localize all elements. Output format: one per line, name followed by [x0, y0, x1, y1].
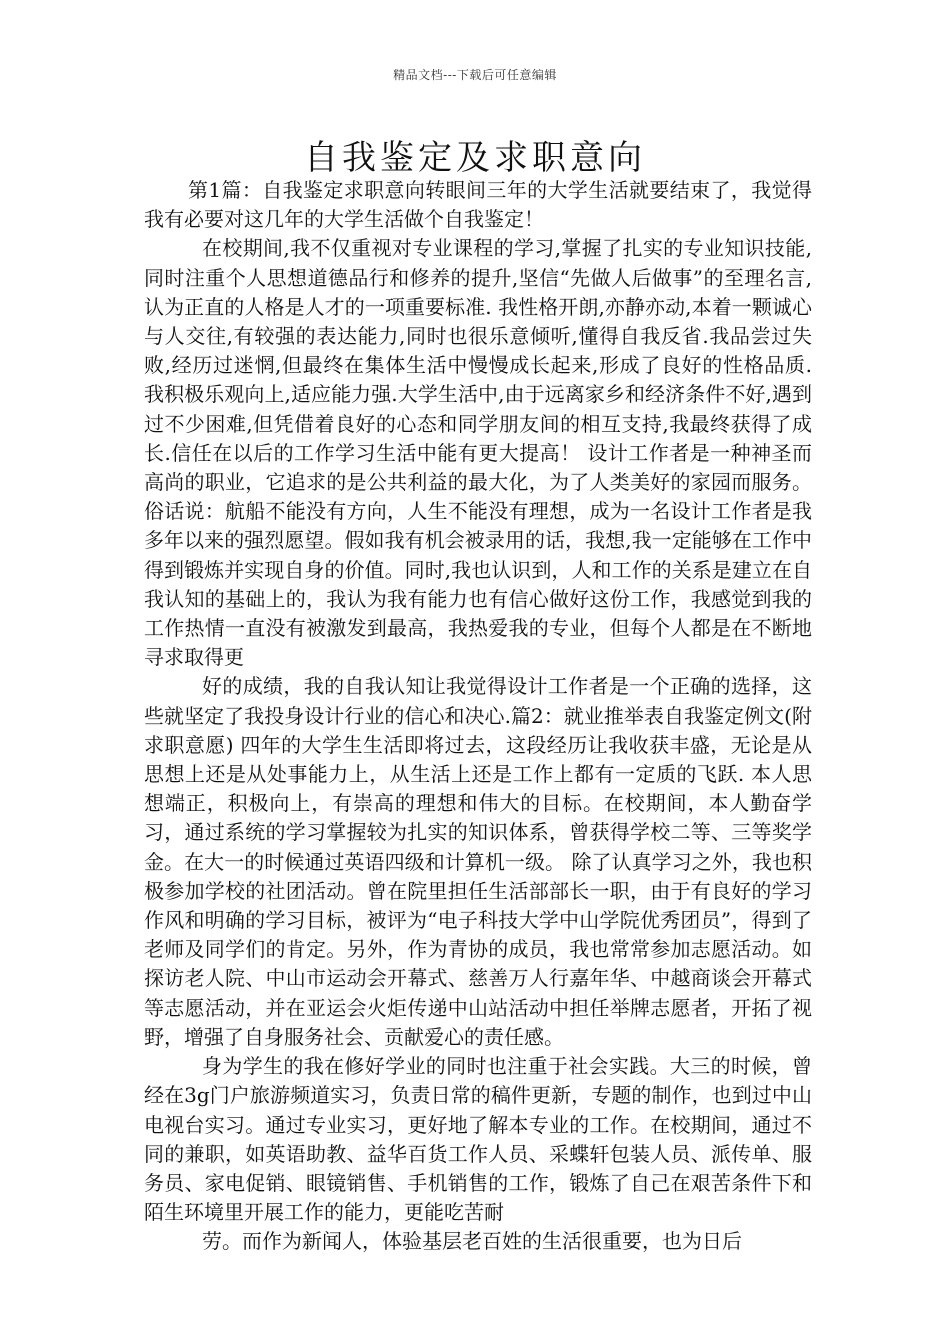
paragraph-2: 在校期间,我不仅重视对专业课程的学习,掌握了扎实的专业知识技能,同时注重个人思想道德品行和修养的提升,坚信“先做人后做事”的至理名言,认为正直的人格是人才的一项重要标准. 我性格开朗,亦静亦动,本着一颗诚心与人交往,有较强的表达能力,同时也很乐意倾听,懂得自我反省.我品尝过失败,经历过迷惘,但最终在集体生活中慢慢成长起来,形成了良好的性格品质. 我积极乐观向上,适应能力强.大学生活中,由于远离家乡和经济条件不好,遇到过不少困难,但凭借着良好的心态和同学朋友间的相互支持,我最终获得了成长.信任在以后的工作学习生活中能有更大提高！ 设计工作者是一种神圣而高尚的职业，它追求的是公共利益的最大化，为了人类美好的家园而服务。俗话说：航船不能没有方向，人生不能没有理想，成为一名设计工作者是我多年以来的强烈愿望。假如我有机会被录用的话，我想,我一定能够在工作中得到锻炼并实现自身的价值。同时,我也认识到，人和工作的关系是建立在自我认知的基础上的，我认为我有能力也有信心做好这份工作，我感觉到我的工作热情一直没有被激发到最高，我热爱我的专业，但每个人都是在不断地寻求取得更 — [144, 236, 812, 670]
paragraph-5: 劳。而作为新闻人，体验基层老百姓的生活很重要，也为日后 — [202, 1229, 742, 1254]
paragraph-1: 第1篇：自我鉴定求职意向转眼间三年的大学生活就要结束了，我觉得我有必要对这几年的大学生活做个自我鉴定！ — [144, 178, 812, 232]
document-body — [144, 176, 812, 1257]
paragraph-4: 身为学生的我在修好学业的同时也注重于社会实践。大三的时候，曾经在3g门户旅游频道实习，负责日常的稿件更新，专题的制作，也到过中山电视台实习。通过专业实习，更好地了解本专业的工作。在校期间，通过不同的兼职，如英语助教、益华百货工作人员、采蝶轩包装人员、派传单、服务员、家电促销、眼镜销售、手机销售的工作，锻炼了自己在艰苦条件下和陌生环境里开展工作的能力，更能吃苦耐 — [144, 1054, 812, 1225]
paragraph-3: 好的成绩，我的自我认知让我觉得设计工作者是一个正确的选择，这些就坚定了我投身设计行业的信心和决心.篇2：就业推举表自我鉴定例文(附求职意愿) 四年的大学生生活即将过去，这段经历让我收获丰盛，无论是从思想上还是从处事能力上，从生活上还是工作上都有一定质的飞跃. 本人思想端正，积极向上，有崇高的理想和伟大的目标。在校期间，本人勤奋学习，通过系统的学习掌握较为扎实的知识体系，曾获得学校二等、三等奖学金。在大一的时候通过英语四级和计算机一级。 除了认真学习之外，我也积极参加学校的社团活动。曾在院里担任生活部部长一职，由于有良好的学习作风和明确的学习目标，被评为“电子科技大学中山学院优秀团员”，得到了老师及同学们的肯定。另外，作为青协的成员，我也常常参加志愿活动。如探访老人院、中山市运动会开幕式、慈善万人行嘉年华、中越商谈会开幕式等志愿活动，并在亚运会火炬传递中山站活动中担任举牌志愿者，开拓了视野，增强了自身服务社会、贡献爱心的责任感。 — [144, 674, 812, 1049]
document-title: 自我鉴定及求职意向 — [304, 138, 646, 178]
page-header: 精品文档---下载后可任意编辑 — [393, 68, 557, 82]
